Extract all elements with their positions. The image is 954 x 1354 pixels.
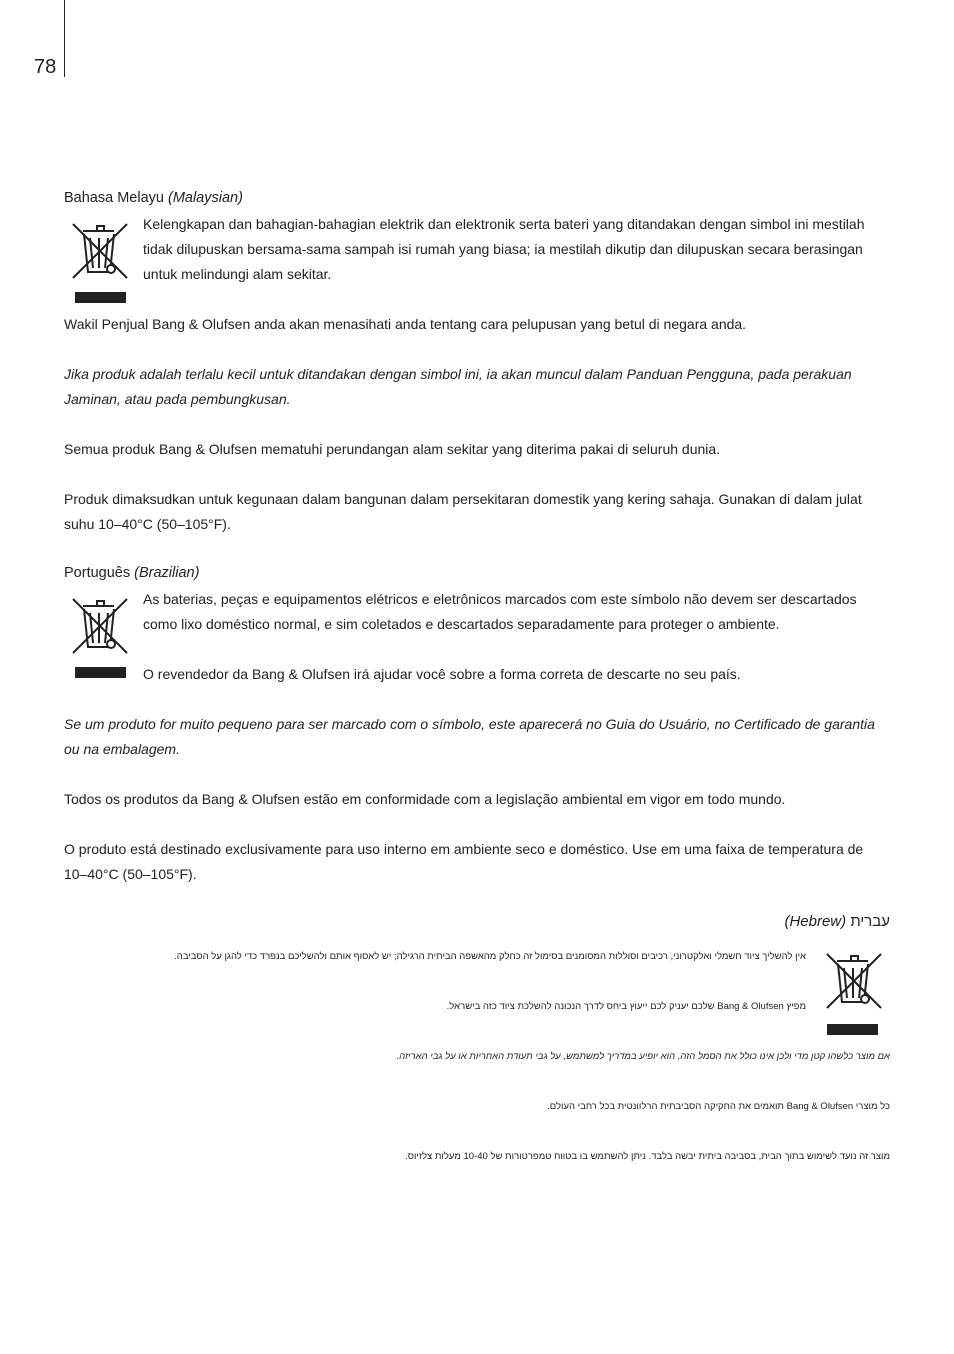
hebrew-paragraph-2: מפיץ Bang & Olufsen שלכם יעניק לכם ייעוץ ביחס לדרך הנכונה להשלכת ציוד כזה בישראל. xyxy=(446,1001,806,1012)
portuguese-paragraph-5: O produto está destinado exclusivamente para uso interno em ambiente seco e doméstico. Use em uma faixa de temperatura de 10–40°C (50–105°F). xyxy=(64,841,864,882)
portuguese-paragraph-4: Todos os produtos da Bang & Olufsen estão em conformidade com a legislação ambiental em vigor em todo mundo. xyxy=(64,791,786,807)
portuguese-paragraph-3: Se um produto for muito pequeno para ser marcado com o símbolo, este aparecerá no Guia do Usuário, no Certificado de garantia ou na embalagem. xyxy=(64,716,875,757)
page-margin-line xyxy=(64,0,65,77)
weee-crossed-bin-icon xyxy=(70,218,132,282)
section-heading-portuguese xyxy=(64,561,890,586)
hebrew-paragraph-5: מוצר זה נועד לשימוש בתוך הבית, בסביבה ביתית יבשה בלבד. ניתן להשתמש בו בטווח טמפרטורות של 10-40 מעלות צלזיוס. xyxy=(405,1151,890,1162)
weee-bar xyxy=(827,1024,878,1035)
section-heading-hebrew xyxy=(784,913,890,930)
malay-paragraph-4: Semua produk Bang & Olufsen mematuhi perundangan alam sekitar yang diterima pakai di seluruh dunia. xyxy=(64,441,721,457)
weee-bar xyxy=(75,667,126,678)
page-number: 78 xyxy=(34,56,57,78)
heading-text: Português xyxy=(64,565,131,581)
weee-crossed-bin-icon xyxy=(70,593,132,657)
malay-paragraph-1: Kelengkapan dan bahagian-bahagian elektrik dan elektronik serta bateri yang ditandakan dengan simbol ini mestilah tidak dilupuskan bersama-sama sampah isi rumah yang biasa; ia mestilah dikutip dan dilupuskan secara berasingan untuk melindungi alam sekitar. xyxy=(143,216,865,282)
hebrew-paragraph-4: כל מוצרי Bang & Olufsen תואמים את החקיקה הסביבתית הרלוונטית בכל רחבי העולם. xyxy=(547,1101,890,1112)
heading-italic: (Hebrew) xyxy=(784,913,847,930)
heading-text: עברית xyxy=(850,913,890,930)
portuguese-paragraph-1: As baterias, peças e equipamentos elétricos e eletrônicos marcados com este símbolo não devem ser descartados como lixo doméstico normal, e sim coletados e descartados separadamente para proteger o ambiente. xyxy=(143,591,857,632)
malay-paragraph-3: Jika produk adalah terlalu kecil untuk ditandakan dengan simbol ini, ia akan muncul dalam Panduan Pengguna, pada perakuan Jaminan, atau pada pembungkusan. xyxy=(64,366,852,407)
weee-bar xyxy=(75,292,126,303)
hebrew-paragraph-3: אם מוצר כלשהו קטן מדי ולכן אינו כולל את הסמל הזה, הוא יופיע במדריך למשתמש, על גבי תעודת האחריות או על גבי האריזה. xyxy=(396,1051,890,1062)
heading-text: Bahasa Melayu xyxy=(64,190,164,206)
section-heading-malay xyxy=(64,186,890,211)
portuguese-paragraph-2: O revendedor da Bang & Olufsen irá ajudar você sobre a forma correta de descarte no seu país. xyxy=(143,666,741,682)
heading-italic: (Malaysian) xyxy=(167,190,243,206)
weee-crossed-bin-icon xyxy=(824,948,886,1012)
malay-paragraph-5: Produk dimaksudkan untuk kegunaan dalam bangunan dalam persekitaran domestik yang kering sahaja. Gunakan di dalam julat suhu 10–40°C (50–105°F). xyxy=(64,491,862,532)
hebrew-paragraph-1: אין להשליך ציוד חשמלי ואלקטרוני, רכיבים וסוללות המסומנים בסימול זה כחלק מהאשפה הביתית הרגילה; יש לאסוף אותם ולהשליכם בנפרד כדי להגן על הסביבה. xyxy=(174,951,806,962)
malay-paragraph-2: Wakil Penjual Bang & Olufsen anda akan menasihati anda tentang cara pelupusan yang betul di negara anda. xyxy=(64,316,747,332)
heading-italic: (Brazilian) xyxy=(134,565,200,581)
